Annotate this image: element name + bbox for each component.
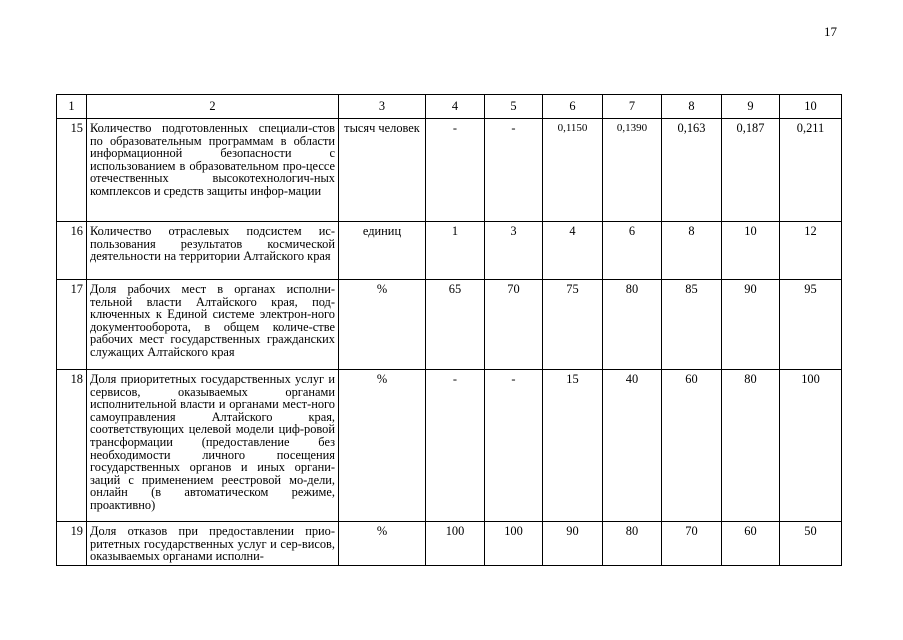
value-cell: 4 — [543, 222, 603, 280]
value-cell: 80 — [722, 370, 780, 522]
column-header-8: 8 — [662, 95, 722, 119]
value-cell: 100 — [780, 370, 842, 522]
value-cell: - — [485, 370, 543, 522]
value-cell: 40 — [603, 370, 662, 522]
unit-of-measure: единиц — [339, 222, 426, 280]
value-cell: 1 — [426, 222, 485, 280]
unit-of-measure: % — [339, 280, 426, 370]
table-row — [57, 370, 842, 522]
value-cell: 6 — [603, 222, 662, 280]
value-cell: - — [485, 119, 543, 222]
row-number: 15 — [57, 119, 87, 222]
value-cell: 0,1150 — [543, 119, 603, 222]
value-cell: 12 — [780, 222, 842, 280]
column-header-4: 4 — [426, 95, 485, 119]
indicators-table — [56, 94, 842, 566]
value-cell: 70 — [485, 280, 543, 370]
value-cell: 70 — [662, 522, 722, 566]
value-cell: 8 — [662, 222, 722, 280]
value-cell: - — [426, 370, 485, 522]
value-cell: 100 — [485, 522, 543, 566]
column-header-7: 7 — [603, 95, 662, 119]
value-cell: 10 — [722, 222, 780, 280]
table-row — [57, 522, 842, 566]
value-cell: 80 — [603, 280, 662, 370]
value-cell: 0,187 — [722, 119, 780, 222]
value-cell: 85 — [662, 280, 722, 370]
value-cell: 50 — [780, 522, 842, 566]
value-cell: 65 — [426, 280, 485, 370]
column-header-2: 2 — [87, 95, 339, 119]
value-cell: 0,163 — [662, 119, 722, 222]
column-header-1: 1 — [57, 95, 87, 119]
column-header-3: 3 — [339, 95, 426, 119]
value-cell: 90 — [722, 280, 780, 370]
column-header-6: 6 — [543, 95, 603, 119]
unit-of-measure: тысяч человек — [339, 119, 426, 222]
value-cell: 60 — [722, 522, 780, 566]
page-number: 17 — [824, 24, 837, 39]
indicator-description: Количество подготовленных специали-стов по образовательным программам в области информационной безопасности с использованием в образовательном про-цессе отечественных высокотехнологич-ных комплексов и средств защиты инфор-мации — [87, 119, 339, 222]
table-row — [57, 119, 842, 222]
table-row — [57, 222, 842, 280]
column-header-9: 9 — [722, 95, 780, 119]
indicator-description: Доля приоритетных государственных услуг и сервисов, оказываемых органами исполнительной власти и органами мест-ного самоуправления Алтайского края, соответствующих целевой модели циф-ровой трансформации (предоставление без необходимости личного посещения государственных органов и иных органи-заций с применением реестровой мо-дели, онлайн (в автоматическом режиме, проактивно) — [87, 370, 339, 522]
value-cell: 3 — [485, 222, 543, 280]
column-header-10: 10 — [780, 95, 842, 119]
value-cell: - — [426, 119, 485, 222]
value-cell: 100 — [426, 522, 485, 566]
value-cell: 80 — [603, 522, 662, 566]
row-number: 16 — [57, 222, 87, 280]
value-cell: 95 — [780, 280, 842, 370]
indicator-description: Количество отраслевых подсистем ис-пользования результатов космической деятельности на территории Алтайского края — [87, 222, 339, 280]
value-cell: 0,1390 — [603, 119, 662, 222]
row-number: 17 — [57, 280, 87, 370]
unit-of-measure: % — [339, 522, 426, 566]
column-header-5: 5 — [485, 95, 543, 119]
value-cell: 90 — [543, 522, 603, 566]
value-cell: 15 — [543, 370, 603, 522]
value-cell: 0,211 — [780, 119, 842, 222]
value-cell: 60 — [662, 370, 722, 522]
table-header-row — [57, 95, 842, 119]
unit-of-measure: % — [339, 370, 426, 522]
table-row — [57, 280, 842, 370]
value-cell: 75 — [543, 280, 603, 370]
row-number: 18 — [57, 370, 87, 522]
indicator-description: Доля рабочих мест в органах исполни-тельной власти Алтайского края, под-ключенных к Единой системе электрон-ного документооборота, в общем количе-стве рабочих мест государственных гражданских служащих Алтайского края — [87, 280, 339, 370]
row-number: 19 — [57, 522, 87, 566]
indicator-description: Доля отказов при предоставлении прио-ритетных государственных услуг и сер-висов, оказываемых органами исполни- — [87, 522, 339, 566]
